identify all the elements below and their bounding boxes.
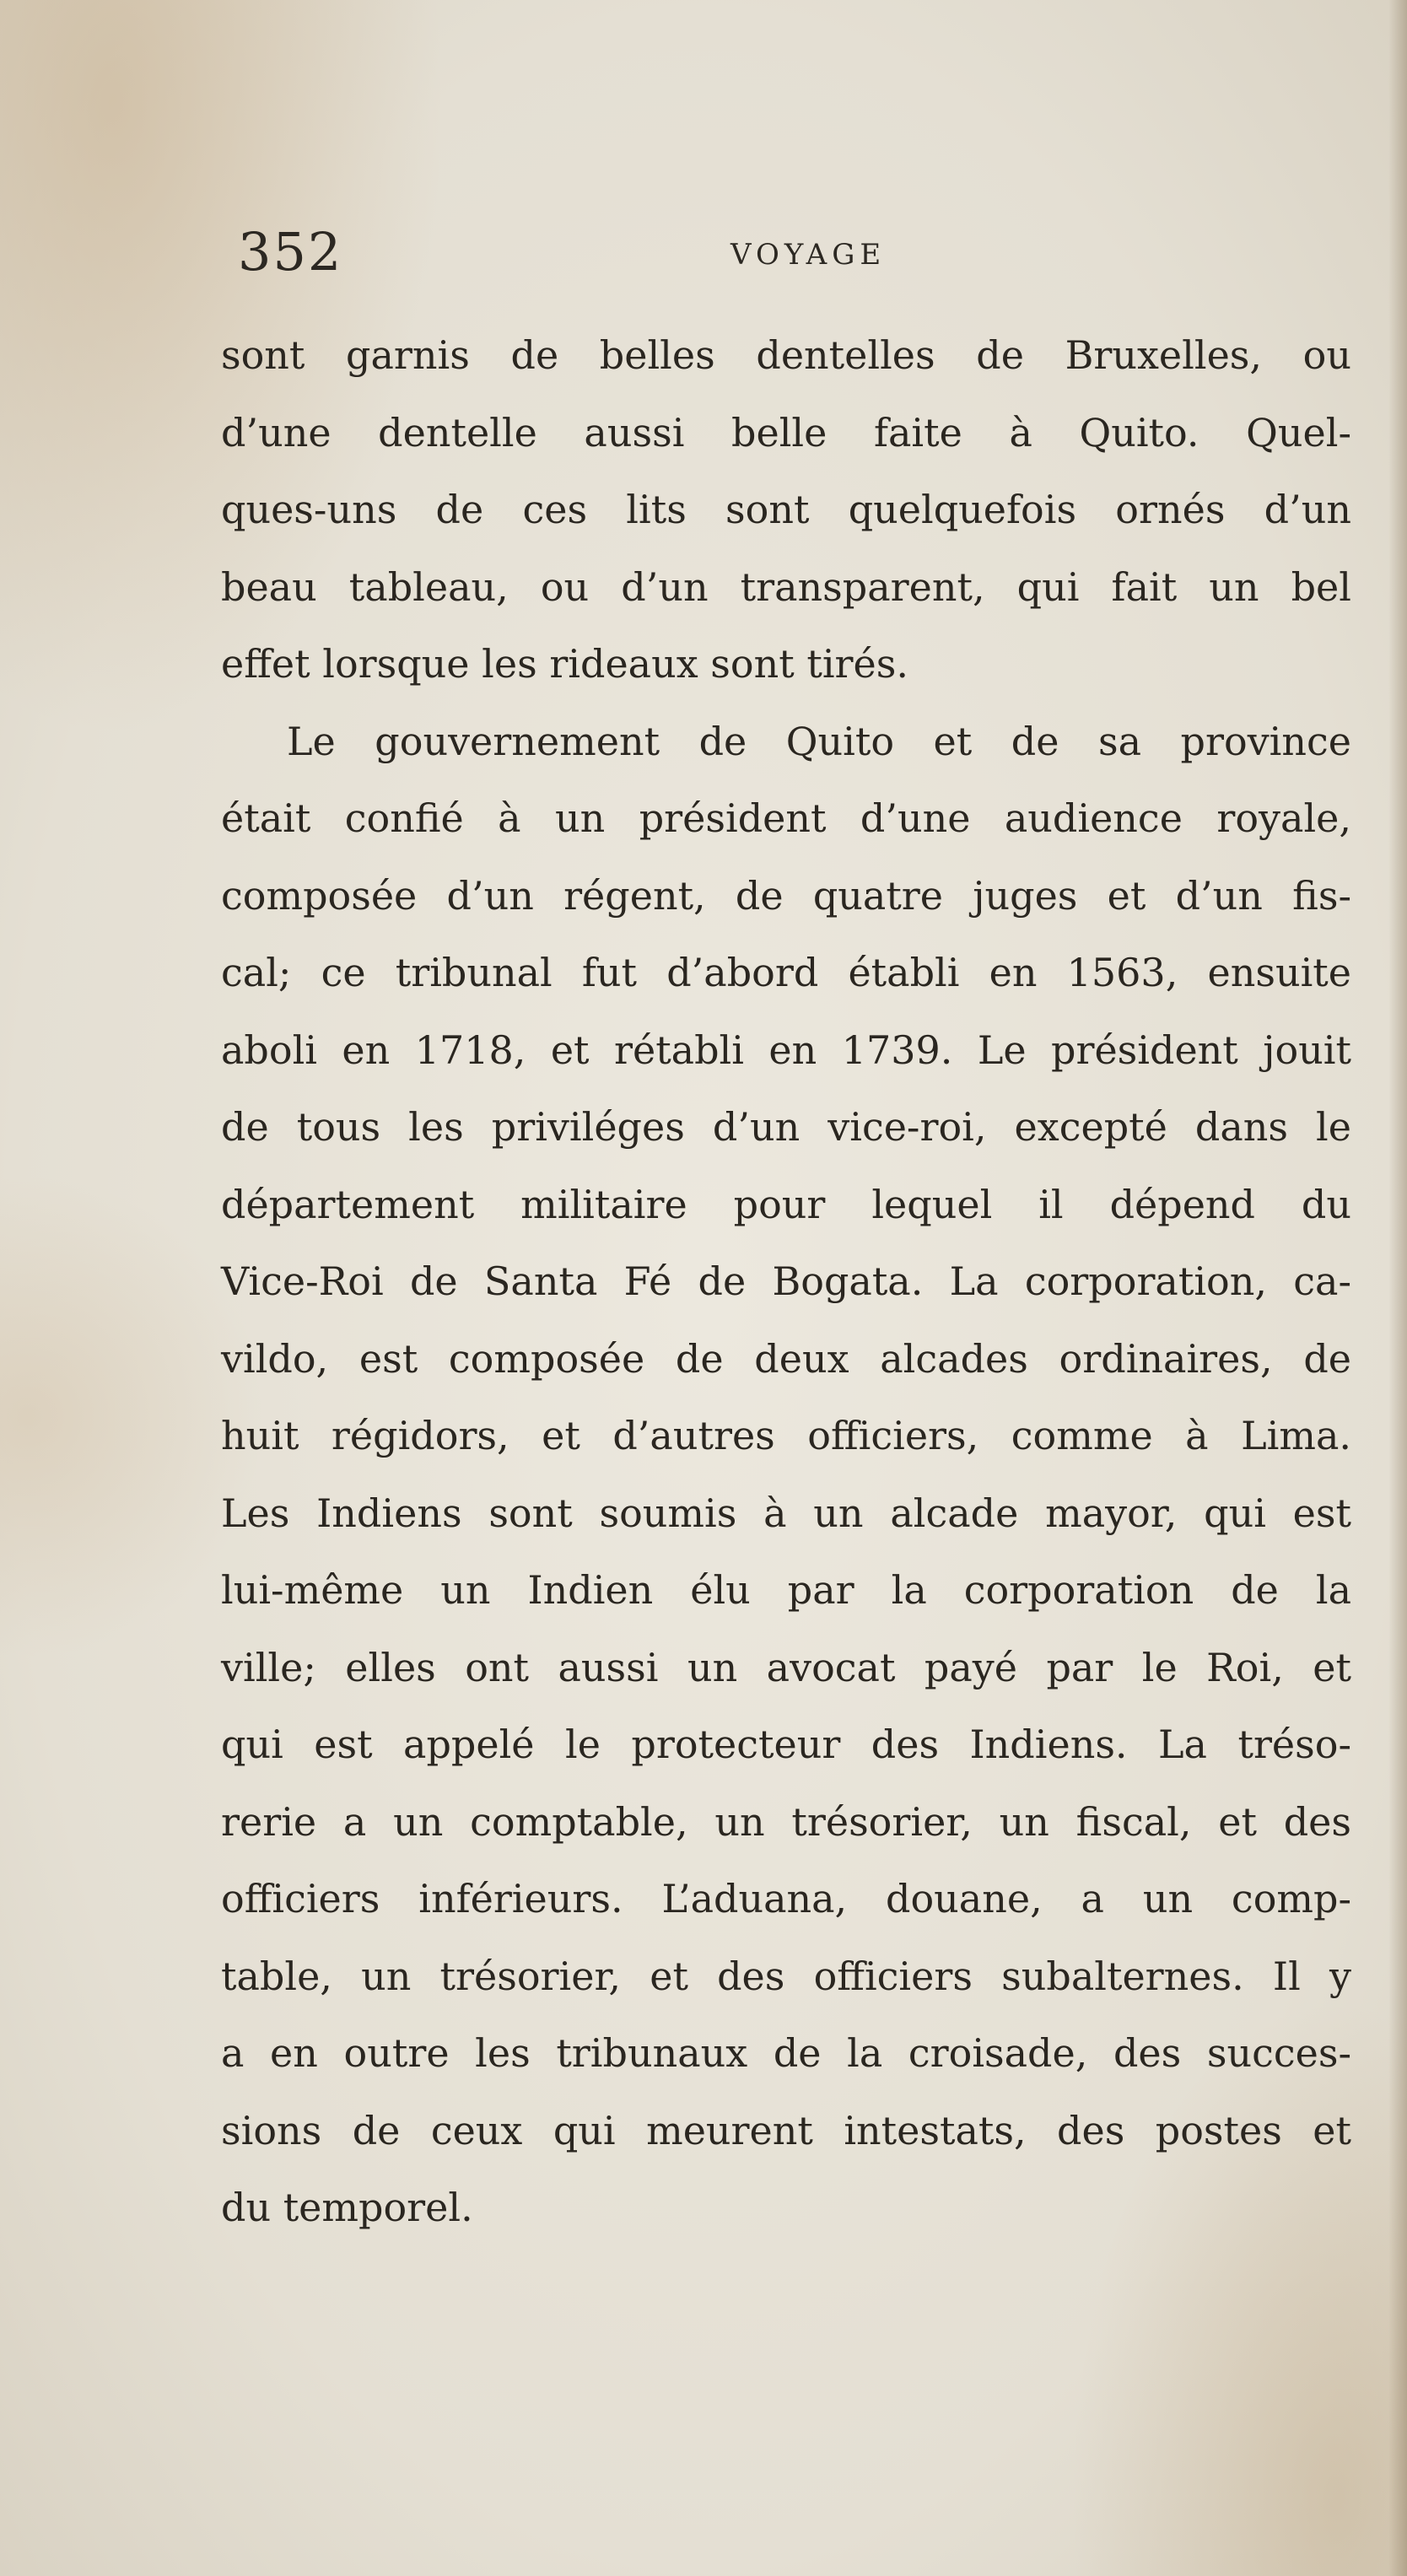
- running-title: VOYAGE: [730, 238, 887, 272]
- text-line: vildo, est composée de deux alcades ordinaires, de: [221, 1335, 1351, 1382]
- text-line: Vice-Roi de Santa Fé de Bogata. La corporation, ca-: [221, 1258, 1351, 1304]
- text-line: huit régidors, et d’autres officiers, comme à Lima.: [221, 1413, 1351, 1458]
- text-line: lui-même un Indien élu par la corporation de la: [221, 1567, 1351, 1613]
- text-line: ques-uns de ces lits sont quelquefois ornés d’un: [221, 487, 1351, 532]
- text-line: officiers inférieurs. L’aduana, douane, a un comp-: [221, 1876, 1351, 1921]
- text-line: effet lorsque les rideaux sont tirés.: [221, 641, 908, 687]
- text-line: rerie a un comptable, un trésorier, un fiscal, et des: [221, 1798, 1351, 1845]
- text-line: qui est appelé le protecteur des Indiens. La tréso-: [221, 1722, 1351, 1767]
- page-gutter-shadow: [1388, 0, 1407, 2576]
- paragraph-first-line: Le gouvernement de Quito et de sa province: [287, 718, 1351, 764]
- text-line: aboli en 1718, et rétabli en 1739. Le président jouit: [221, 1027, 1351, 1073]
- text-line: ville; elles ont aussi un avocat payé par le Roi, et: [221, 1644, 1351, 1690]
- text-line: a en outre les tribunaux de la croisade, des succes-: [221, 2030, 1351, 2076]
- text-line: sions de ceux qui meurent intestats, des postes et: [221, 2107, 1351, 2153]
- text-line: était confié à un président d’une audience royale,: [221, 795, 1351, 841]
- body-text: [221, 317, 1351, 2247]
- text-line: Les Indiens sont soumis à un alcade mayor, qui est: [221, 1490, 1351, 1536]
- text-line: d’une dentelle aussi belle faite à Quito. Quel-: [221, 409, 1351, 455]
- page-number: 352: [238, 221, 343, 283]
- text-line: du temporel.: [221, 2185, 473, 2230]
- text-line: beau tableau, ou d’un transparent, qui fait un bel: [221, 563, 1351, 610]
- text-line: composée d’un régent, de quatre juges et d’un fis-: [221, 872, 1351, 919]
- text-line: de tous les priviléges d’un vice-roi, excepté dans le: [221, 1104, 1351, 1150]
- text-line: cal; ce tribunal fut d’abord établi en 1563, ensuite: [221, 950, 1351, 995]
- text-line: département militaire pour lequel il dépend du: [221, 1181, 1351, 1227]
- text-line: sont garnis de belles dentelles de Bruxelles, ou: [221, 332, 1351, 378]
- page-header: [238, 221, 1334, 297]
- text-line: table, un trésorier, et des officiers subalternes. Il y: [221, 1953, 1351, 1999]
